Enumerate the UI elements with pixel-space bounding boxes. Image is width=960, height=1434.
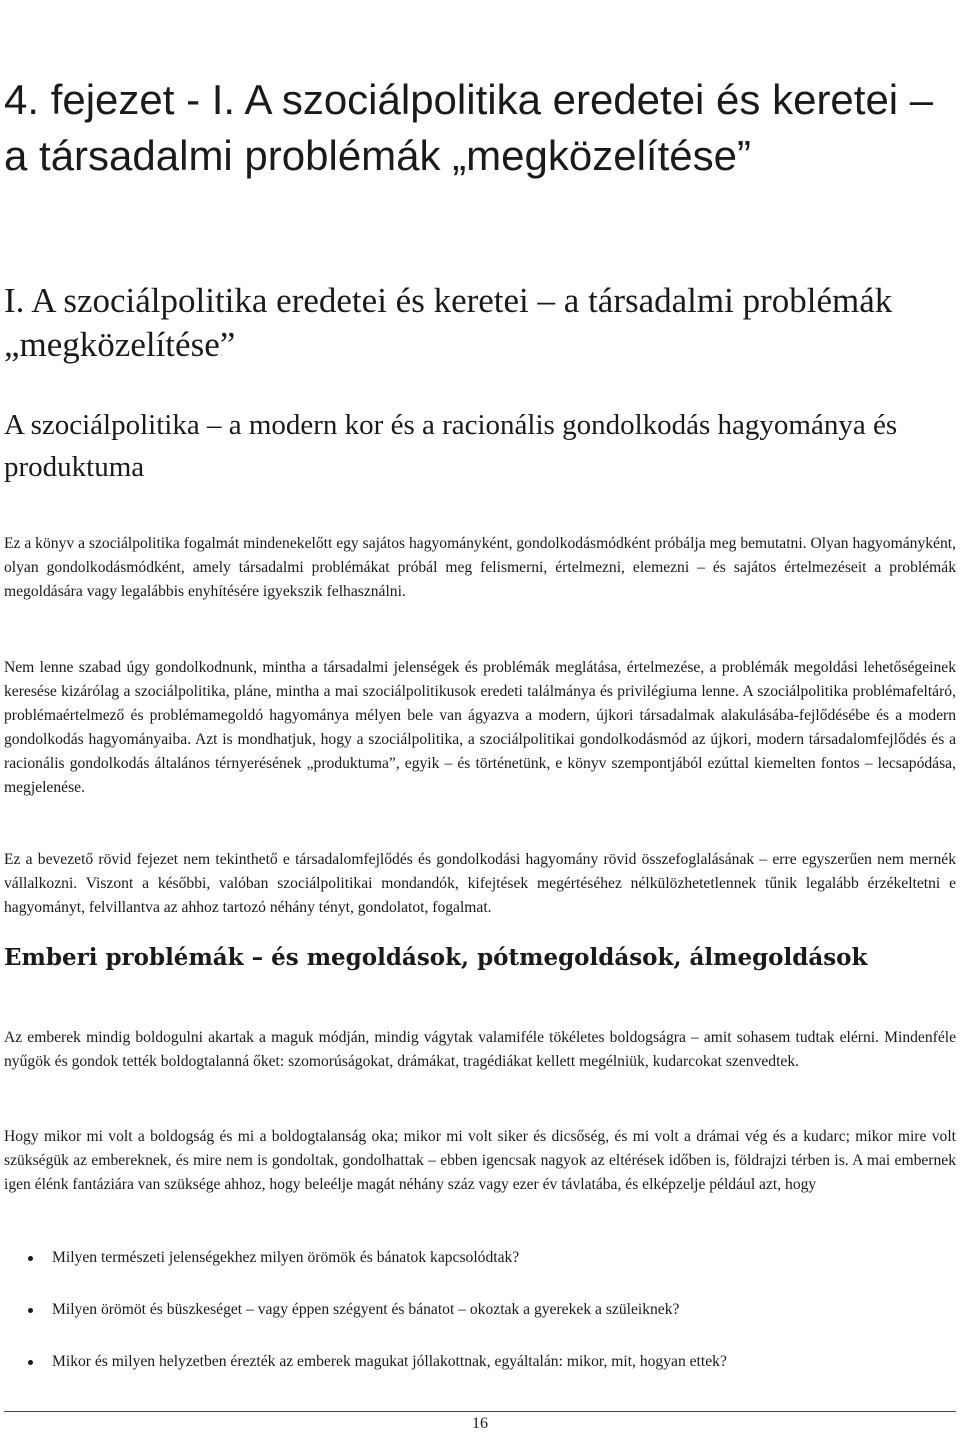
bullet-icon bbox=[28, 1360, 33, 1365]
subsection-title: A szociálpolitika – a modern kor és a racionális gondolkodás hagyománya és produktuma bbox=[4, 409, 898, 483]
footer-divider bbox=[4, 1411, 956, 1412]
paragraph: Az emberek mindig boldogulni akartak a maguk módján, mindig vágytak valamiféle tökéletes boldogságra – amit sohasem tudtak elérni. Mindenféle nyűgök és gondok tették boldogtalanná őket: szomorúságokat, drámákat, tragédiákat kellett megélniük, kudarcokat szenvedtek. bbox=[4, 1029, 956, 1070]
subsection-title-2: Emberi problémák – és megoldások, pótmegoldások, álmegoldások bbox=[4, 944, 868, 971]
bullet-icon bbox=[28, 1308, 33, 1313]
list-item-text: Milyen természeti jelenségekhez milyen örömök és bánatok kapcsolódtak? bbox=[52, 1249, 520, 1266]
document-page bbox=[4, 0, 956, 1434]
page-number: 16 bbox=[472, 1415, 488, 1432]
paragraph: Ez a bevezető rövid fejezet nem tekinthető e társadalomfejlődés és gondolkodási hagyomány rövid összefoglalásának – erre egyszerűen nem mernék vállalkozni. Viszont a későbbi, valóban szociálpolitikai mondandók, kifejtések megértéséhez nélkülözhetetlennek tűnik legalább érzékeltetni e hagyományt, felvillantva az ahhoz tartozó néhány tényt, gondolatot, fogalmat. bbox=[4, 851, 956, 916]
section-title: I. A szociálpolitika eredetei és keretei – a társadalmi problémák „megközelítése” bbox=[4, 281, 893, 364]
list-item bbox=[4, 1298, 956, 1322]
bullet-icon bbox=[28, 1256, 33, 1261]
bullet-list bbox=[4, 1246, 956, 1402]
list-item bbox=[4, 1350, 956, 1374]
paragraph: Ez a könyv a szociálpolitika fogalmát mindenekelőtt egy sajátos hagyományként, gondolkodásmódként próbálja meg bemutatni. Olyan hagyományként, olyan gondolkodásmódként, amely társadalmi problémákat próbál meg felismerni, értelmezni, elemezni – és sajátos értelmezéseit a problémák megoldására vagy legalábbis enyhítésére igyekszik felhasználni. bbox=[4, 535, 956, 600]
paragraph: Nem lenne szabad úgy gondolkodnunk, mintha a társadalmi jelenségek és problémák meglátása, értelmezése, a problémák megoldási lehetőségeinek keresése kizárólag a szociálpolitika, pláne, mintha a mai szociálpolitikusok eredeti találmánya és privilégiuma lenne. A szociálpolitika problémafeltáró, problémaértelmező és problémamegoldó hagyománya mélyen bele van ágyazva a modern, újkori társadalmak alakulásába-fejlődésébe és a modern gondolkodás hagyományaiba. Azt is mondhatjuk, hogy a szociálpolitika, a szociálpolitikai gondolkodásmód az újkori, modern társadalomfejlődés és a racionális gondolkodás általános térnyerésének „produktuma”, egyik – és történetünk, e könyv szempontjából ezúttal kiemelten fontos – lecsapódása, megjelenése. bbox=[4, 659, 956, 796]
list-item bbox=[4, 1246, 956, 1270]
paragraph: Hogy mikor mi volt a boldogság és mi a boldogtalanság oka; mikor mi volt siker és dicsőség, és mi volt a drámai vég és a kudarc; mikor mire volt szükségük az embereknek, és mire nem is gondoltak, gondolhattak – ebben igencsak nagyok az eltérések időben is, földrajzi térben is. A mai embernek igen élénk fantáziára van szüksége ahhoz, hogy beleélje magát néhány száz vagy ezer év távlatába, és elképzelje például azt, hogy bbox=[4, 1128, 956, 1193]
list-item-text: Mikor és milyen helyzetben érezték az emberek magukat jóllakottnak, egyáltalán: mikor, mit, hogyan ettek? bbox=[52, 1353, 727, 1370]
list-item-text: Milyen örömöt és büszkeséget – vagy éppen szégyent és bánatot – okoztak a gyerekek a szüleiknek? bbox=[52, 1301, 680, 1318]
chapter-title: 4. fejezet - I. A szociálpolitika eredetei és keretei – a társadalmi problémák „megközelítése” bbox=[4, 76, 934, 179]
